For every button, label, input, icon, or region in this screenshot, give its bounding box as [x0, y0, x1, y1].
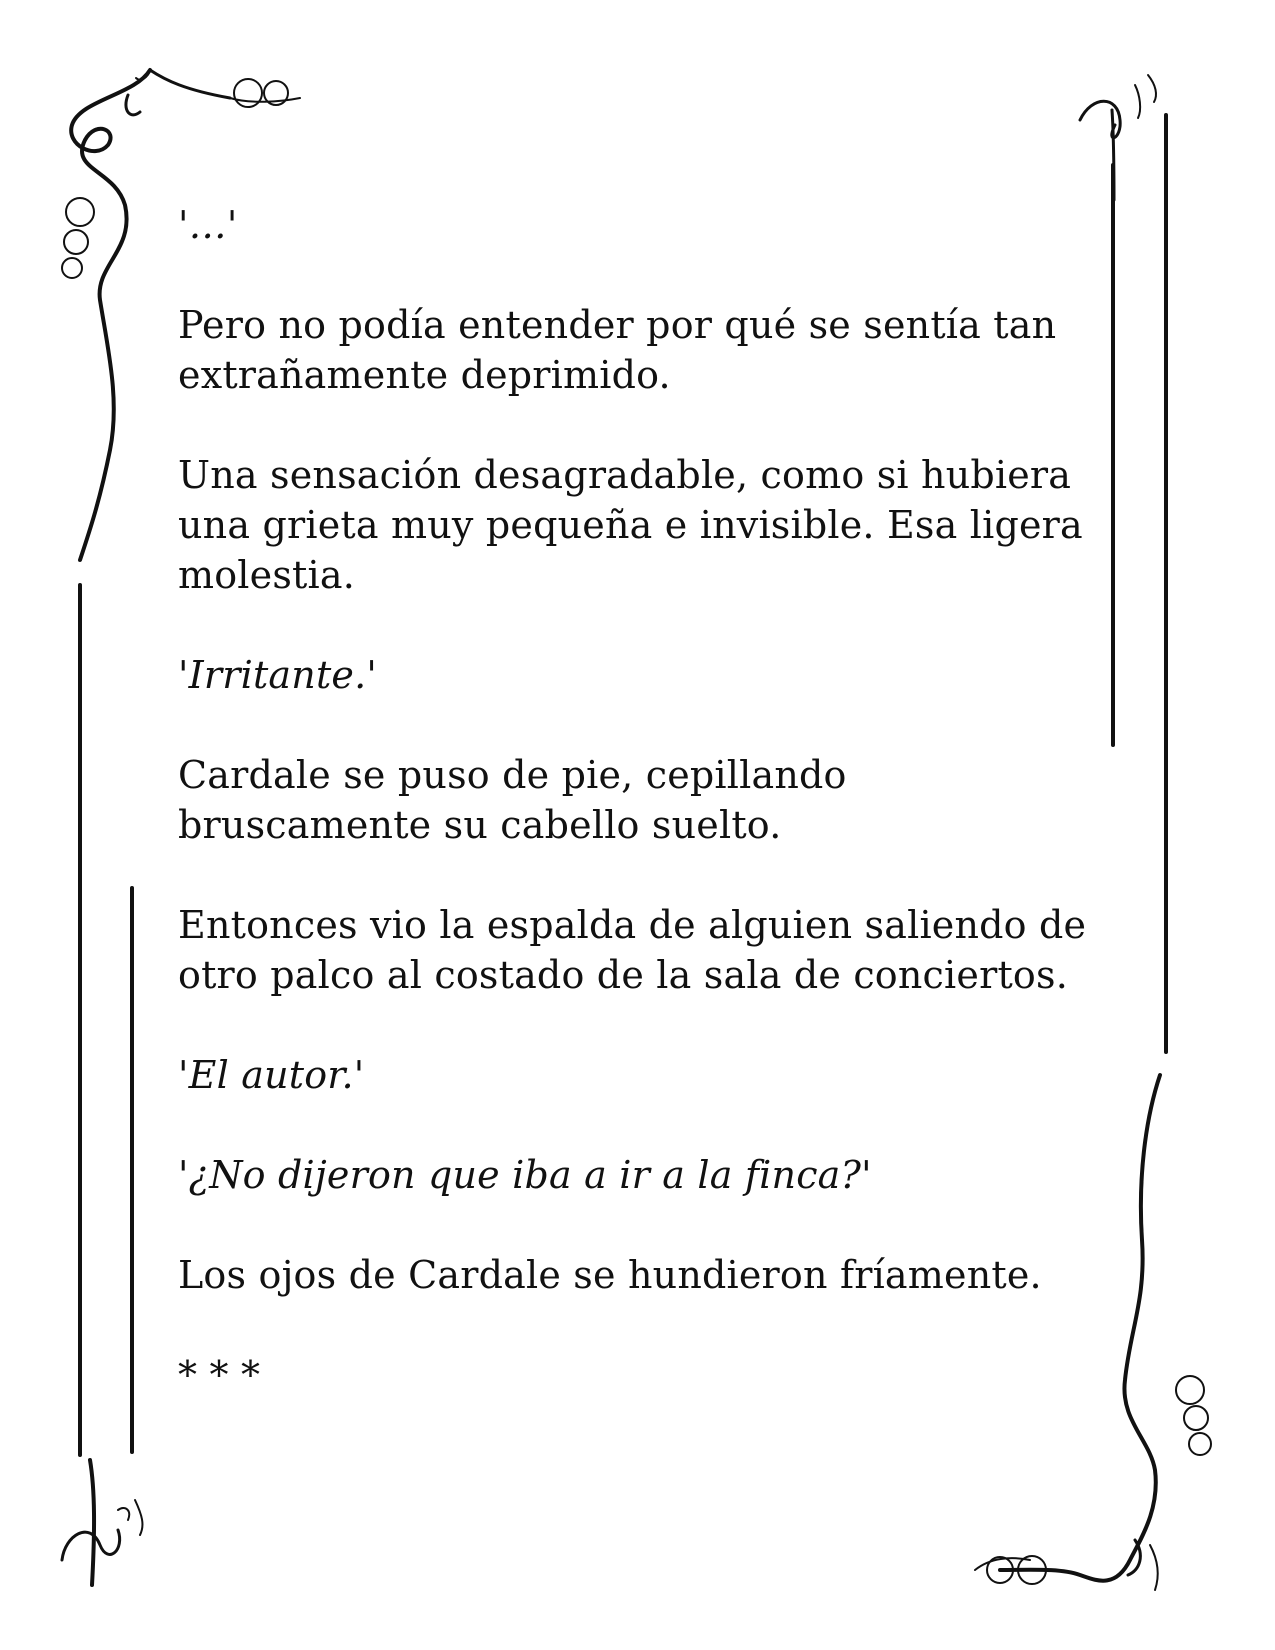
paragraph: Entonces vio la espalda de alguien saliendo de otro palco al costado de la sala de conciertos.	[178, 903, 1087, 997]
paragraph: 'Irritante.'	[178, 653, 378, 697]
paragraph: Una sensación desagradable, como si hubiera una grieta muy pequeña e invisible. Esa ligera molestia.	[178, 453, 1083, 597]
bottom-left-flourish	[62, 1460, 142, 1585]
paragraph: '…'	[178, 203, 238, 247]
story-text	[178, 200, 1108, 1450]
top-right-flourish	[1080, 75, 1156, 200]
paragraph: Los ojos de Cardale se hundieron fríamente.	[178, 1253, 1042, 1297]
paragraph: 'El autor.'	[178, 1053, 365, 1097]
paragraph: Cardale se puso de pie, cepillando bruscamente su cabello suelto.	[178, 753, 847, 847]
paragraph: '¿No dijeron que iba a ir a la finca?'	[178, 1153, 872, 1197]
paragraph: * * *	[178, 1353, 261, 1397]
paragraph: Pero no podía entender por qué se sentía tan extrañamente deprimido.	[178, 303, 1057, 397]
